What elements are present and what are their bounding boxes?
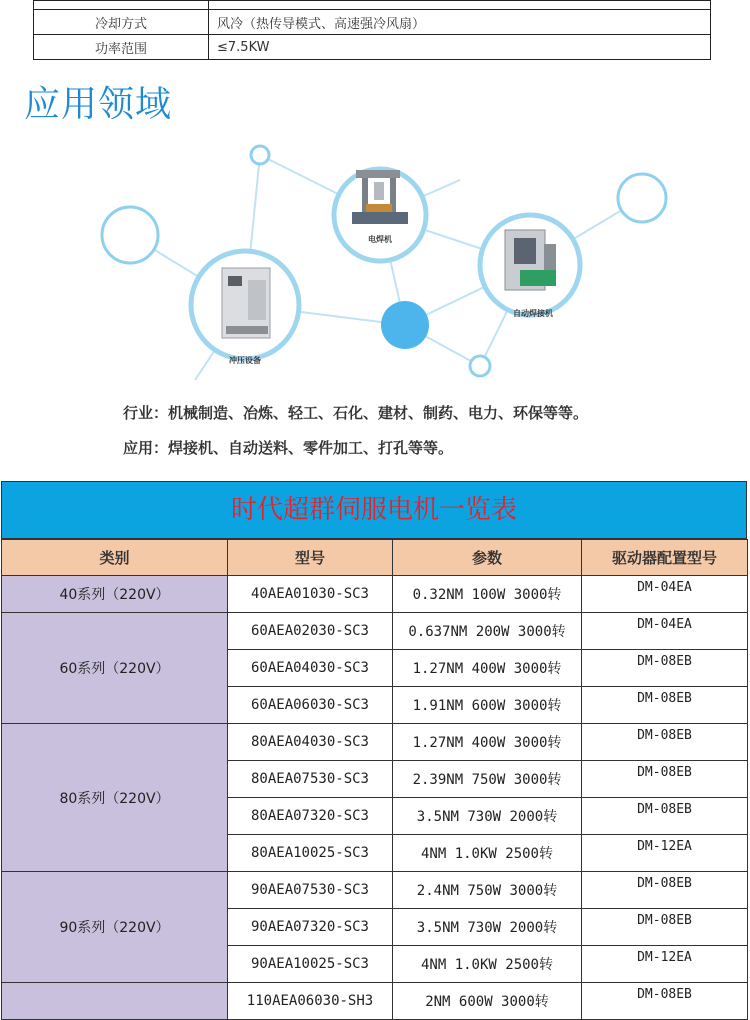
model-cell: 80AEA10025-SC3	[228, 835, 393, 872]
small-node	[470, 356, 490, 376]
motor-table-title: 时代超群伺服电机一览表	[1, 481, 747, 539]
table-row	[2, 983, 748, 1020]
spec-row	[34, 1, 711, 10]
driver-cell: DM-08EB	[582, 872, 748, 909]
spec-row	[34, 10, 711, 35]
driver-cell: DM-12EA	[582, 835, 748, 872]
params-cell: 4NM 1.0KW 2500转	[393, 946, 582, 983]
params-cell: 3.5NM 730W 2000转	[393, 798, 582, 835]
spec-row	[34, 35, 711, 60]
model-cell: 80AEA07320-SC3	[228, 798, 393, 835]
spec-value	[209, 1, 711, 10]
params-cell: 2.39NM 750W 3000转	[393, 761, 582, 798]
category-cell: 80系列（220V）	[2, 724, 228, 872]
press-label: 冲压设备	[229, 356, 261, 365]
model-cell: 60AEA04030-SC3	[228, 650, 393, 687]
section-title: 应用领域	[24, 84, 173, 125]
spec-value: ≤7.5KW	[209, 35, 711, 60]
motor-table-header	[2, 540, 748, 576]
usage-text: 应用：焊接机、自动送料、零件加工、打孔等等。	[123, 439, 454, 457]
model-cell: 40AEA01030-SC3	[228, 576, 393, 613]
spec-label: 冷却方式	[34, 10, 209, 35]
press-machine-icon	[222, 268, 270, 338]
small-node	[251, 146, 269, 164]
table-row	[2, 724, 748, 761]
spec-table	[33, 0, 711, 60]
spec-label: 功率范围	[34, 35, 209, 60]
params-cell: 1.27NM 400W 3000转	[393, 724, 582, 761]
driver-cell: DM-04EA	[582, 613, 748, 650]
model-cell: 110AEA06030-SH3	[228, 983, 393, 1020]
driver-cell: DM-08EB	[582, 909, 748, 946]
model-cell: 90AEA07320-SC3	[228, 909, 393, 946]
category-cell: 90系列（220V）	[2, 872, 228, 983]
driver-cell: DM-04EA	[582, 576, 748, 613]
auto-welder-label: 自动焊接机	[513, 309, 553, 318]
application-diagram	[0, 130, 750, 400]
model-cell: 90AEA10025-SC3	[228, 946, 393, 983]
spec-value: 风冷（热传导模式、高速强冷风扇）	[209, 10, 711, 35]
motor-table	[1, 539, 748, 1020]
center-node	[381, 301, 429, 349]
outline-node	[618, 174, 666, 222]
model-cell: 90AEA07530-SC3	[228, 872, 393, 909]
params-cell: 2.4NM 750W 3000转	[393, 872, 582, 909]
category-cell: 40系列（220V）	[2, 576, 228, 613]
driver-cell: DM-08EB	[582, 687, 748, 724]
table-row	[2, 576, 748, 613]
driver-cell: DM-08EB	[582, 983, 748, 1020]
table-row	[2, 872, 748, 909]
welder-label: 电焊机	[368, 235, 392, 244]
industry-text: 行业：机械制造、冶炼、轻工、石化、建材、制药、电力、环保等等。	[123, 404, 589, 422]
header-params: 参数	[393, 540, 582, 576]
model-cell: 60AEA06030-SC3	[228, 687, 393, 724]
header-category: 类别	[2, 540, 228, 576]
driver-cell: DM-08EB	[582, 650, 748, 687]
driver-cell: DM-08EB	[582, 798, 748, 835]
table-row	[2, 613, 748, 650]
outline-node	[102, 207, 158, 263]
model-cell: 80AEA04030-SC3	[228, 724, 393, 761]
model-cell: 80AEA07530-SC3	[228, 761, 393, 798]
spec-label	[34, 1, 209, 10]
params-cell: 0.637NM 200W 3000转	[393, 613, 582, 650]
params-cell: 4NM 1.0KW 2500转	[393, 835, 582, 872]
params-cell: 3.5NM 730W 2000转	[393, 909, 582, 946]
header-driver: 驱动器配置型号	[582, 540, 748, 576]
header-model: 型号	[228, 540, 393, 576]
driver-cell: DM-08EB	[582, 724, 748, 761]
model-cell: 60AEA02030-SC3	[228, 613, 393, 650]
params-cell: 1.27NM 400W 3000转	[393, 650, 582, 687]
driver-cell: DM-08EB	[582, 761, 748, 798]
params-cell: 2NM 600W 3000转	[393, 983, 582, 1020]
category-cell	[2, 983, 228, 1020]
driver-cell: DM-12EA	[582, 946, 748, 983]
params-cell: 0.32NM 100W 3000转	[393, 576, 582, 613]
category-cell: 60系列（220V）	[2, 613, 228, 724]
params-cell: 1.91NM 600W 3000转	[393, 687, 582, 724]
